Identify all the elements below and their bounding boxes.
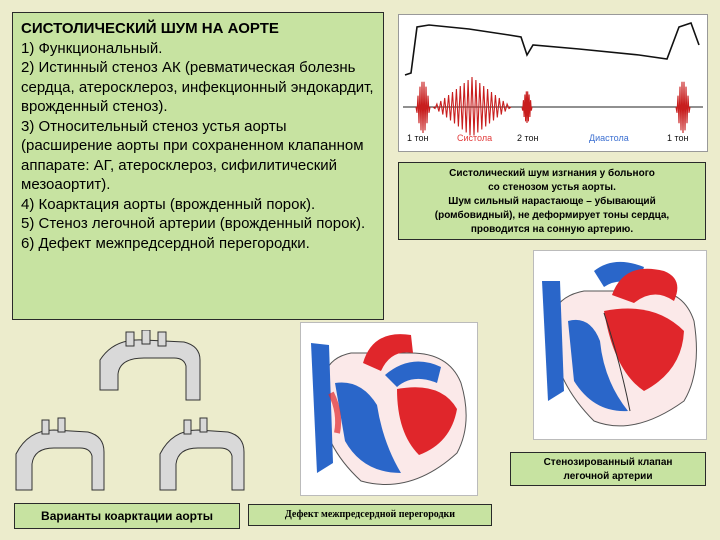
aorta-variant-2 (16, 418, 104, 490)
phono-caption-line-1: Систолический шум изгнания у больного (449, 168, 655, 179)
coarctation-caption: Варианты коарктации аорты (14, 503, 240, 529)
phono-caption-line-5: проводится на сонную артерию. (470, 224, 634, 235)
phonocardiogram-figure (398, 14, 708, 152)
vena-cava-blue (542, 281, 564, 401)
pulmonary-stenosis-heart-figure (533, 250, 707, 440)
asd-caption: Дефект межпредсердной перегородки (248, 504, 492, 526)
coarctation-svg (14, 330, 250, 494)
phonocardiogram-svg (399, 15, 707, 151)
aorta-variant-1 (100, 330, 200, 400)
label-systole: Систола (457, 133, 493, 143)
heart-sound-2 (522, 91, 532, 123)
pulmonary-caption-line-2: легочной артерии (563, 471, 653, 482)
main-item-2: 2) Истинный стеноз АК (ревматическая болезнь сердца, атеросклероз, инфекционный эндокардит, врожденный стеноз). (21, 59, 374, 115)
phono-caption-line-4: (ромбовидный), не деформирует тоны сердца, (434, 210, 670, 221)
coarctation-variants-figure (14, 330, 250, 494)
main-item-5: 5) Стеноз легочной артерии (врожденный порок). (21, 215, 366, 232)
label-diastole: Диастола (589, 133, 629, 143)
phono-caption (398, 162, 706, 240)
systolic-murmur (433, 77, 511, 136)
label-tone-1: 1 тон (407, 133, 429, 143)
pulmonary-caption (510, 452, 706, 486)
phono-caption-line-2: со стенозом устья аорты. (488, 182, 616, 193)
heart-sound-1-next (676, 82, 690, 133)
label-tone-2: 2 тон (517, 133, 539, 143)
heart-sound-1 (416, 82, 430, 133)
main-title: СИСТОЛИЧЕСКИЙ ШУМ НА АОРТЕ (21, 20, 279, 37)
asd-vena-cava (311, 343, 333, 473)
main-item-3: 3) Относительный стеноз устья аорты (расширение аорты при сохраненном клапанном аппарате: АГ, атеросклероз, сифилитический мезоаортит). (21, 117, 364, 193)
label-tone-1-end: 1 тон (667, 133, 689, 143)
phono-caption-line-3: Шум сильный нарастающе – убывающий (448, 196, 656, 207)
phono-wave (416, 77, 690, 136)
asd-heart-svg (301, 323, 477, 495)
main-item-4: 4) Коарктация аорты (врожденный порок). (21, 195, 316, 213)
main-text-box (12, 12, 384, 320)
main-item-6: 6) Дефект межпредсердной перегородки. (21, 234, 310, 252)
main-item-1: 1) Функциональный. (21, 39, 163, 57)
pressure-curve (405, 23, 699, 75)
aorta-variant-3 (160, 418, 244, 490)
pulmonary-caption-line-1: Стенозированный клапан (543, 457, 673, 468)
pulmonary-heart-svg (534, 251, 706, 439)
asd-heart-figure (300, 322, 478, 496)
